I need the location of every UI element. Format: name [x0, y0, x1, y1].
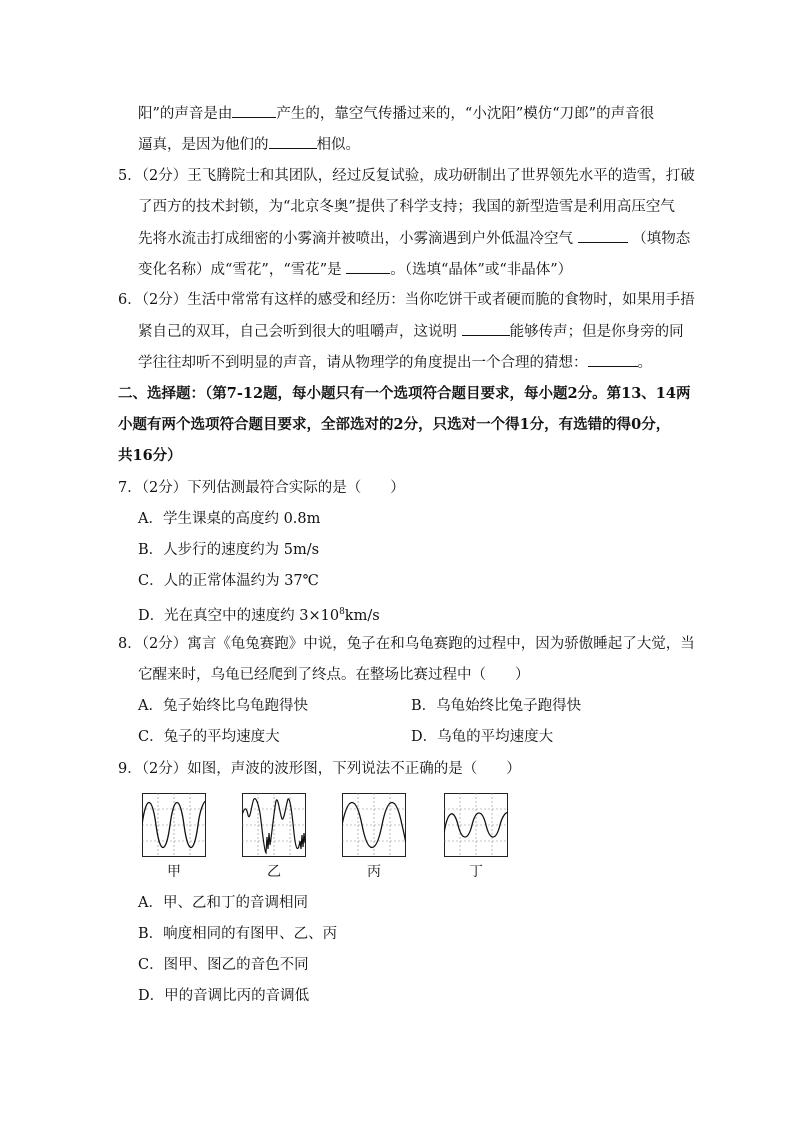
answer-blank[interactable] [588, 352, 638, 367]
section-2-heading-line-2: 小题有两个选项符合题目要求，全部选对的2分，只选对一个得1分，有选错的得0分， [118, 416, 671, 433]
q5-line-3 [138, 228, 690, 249]
q6-text: 紧自己的双耳，自己会听到很大的咀嚼声，这说明 [138, 324, 457, 340]
q7-option-d-unit: km/s [344, 607, 380, 624]
q4-text: 逼真，是因为他们的 [138, 137, 269, 153]
q7-option-d[interactable] [138, 602, 380, 626]
waveform-label-jia: 甲 [167, 864, 181, 880]
answer-blank[interactable] [232, 103, 276, 118]
q9-option-c[interactable]: C．图甲、图乙的音色不同 [138, 957, 309, 973]
q5-line-1: 5．（2分）王飞腾院士和其团队，经过反复试验，成功研制出了世界领先水平的造雪，打破 [118, 168, 695, 184]
q9-option-b[interactable]: B．响度相同的有图甲、乙、丙 [138, 926, 338, 942]
answer-blank[interactable] [346, 259, 390, 274]
q7-option-a[interactable]: A．学生课桌的高度约 0.8m [138, 511, 321, 527]
answer-blank[interactable] [269, 134, 317, 149]
q7-option-d-text: D．光在真空中的速度约 3×10 [138, 607, 340, 624]
q9-option-d[interactable]: D．甲的音调比丙的音调低 [138, 988, 310, 1004]
q9-option-a[interactable]: A．甲、乙和丁的音调相同 [138, 895, 308, 911]
waveform-label-bing: 丙 [367, 864, 381, 880]
q6-text: 。 [637, 355, 652, 371]
q6-line-3 [138, 352, 652, 373]
waveform-ding [444, 793, 508, 857]
q7-option-c[interactable]: C．人的正常体温约为 37℃ [138, 573, 319, 589]
q8-stem-line-2: 它醒来时，乌龟已经爬到了终点。在整场比赛过程中（ ） [138, 667, 530, 683]
q5-text: 变化名称）成“雪花”，“雪花”是 [138, 262, 342, 278]
q4-text: 产生的，靠空气传播过来的，“小沈阳”模仿“刀郎”的声音很 [276, 106, 655, 122]
q6-line-2 [138, 321, 684, 342]
q4-text: 阳”的声音是由 [138, 106, 233, 122]
q5-text: 。（选填“晶体”或“非晶体”） [390, 262, 573, 278]
q8-stem-line-1: 8．（2分）寓言《龟兔赛跑》中说，兔子在和乌龟赛跑的过程中，因为骄傲睡起了大觉，当 [118, 636, 695, 652]
waveform-bing [342, 793, 406, 857]
q8-option-d[interactable]: D．乌龟的平均速度大 [411, 729, 554, 745]
answer-blank[interactable] [462, 321, 510, 336]
section-2-heading-line-3: 共16分） [118, 447, 182, 464]
exponent: 8 [339, 607, 345, 617]
q5-text: （填物态 [632, 231, 691, 247]
q5-line-2: 了西方的技术封锁，为“北京冬奥”提供了科学支持；我国的新型造雪是利用高压空气 [138, 199, 675, 215]
q5-line-4 [138, 259, 572, 280]
q7-stem: 7．（2分）下列估测最符合实际的是（ ） [118, 480, 405, 496]
waveform-yi [242, 793, 306, 857]
q7-option-b[interactable]: B．人步行的速度约为 5m/s [138, 542, 320, 558]
answer-blank[interactable] [578, 228, 628, 243]
waveform-label-yi: 乙 [267, 864, 281, 880]
q4-line-2 [138, 134, 360, 155]
q6-line-1: 6．（2分）生活中常常有这样的感受和经历：当你吃饼干或者硬而脆的食物时，如果用手捂 [118, 292, 695, 308]
q5-text: 先将水流击打成细密的小雾滴并被喷出，小雾滴遇到户外低温冷空气 [138, 231, 573, 247]
q9-stem: 9．（2分）如图，声波的波形图，下列说法不正确的是（ ） [118, 761, 521, 777]
q6-text: 学往往却听不到明显的声音，请从物理学的角度提出一个合理的猜想： [138, 355, 588, 371]
waveform-label-ding: 丁 [469, 864, 483, 880]
q8-option-b[interactable]: B．乌龟始终比兔子跑得快 [411, 698, 582, 714]
q8-option-a[interactable]: A．兔子始终比乌龟跑得快 [138, 698, 308, 714]
waveform-jia [142, 793, 206, 857]
q4-line-1 [138, 103, 654, 124]
q4-text: 相似。 [316, 137, 360, 153]
q8-option-c[interactable]: C．兔子的平均速度大 [138, 729, 280, 745]
q6-text: 能够传声；但是你身旁的同 [509, 324, 684, 340]
section-2-heading-line-1: 二、选择题：（第7-12题，每小题只有一个选项符合题目要求，每小题2分。第13、14两 [118, 385, 691, 402]
